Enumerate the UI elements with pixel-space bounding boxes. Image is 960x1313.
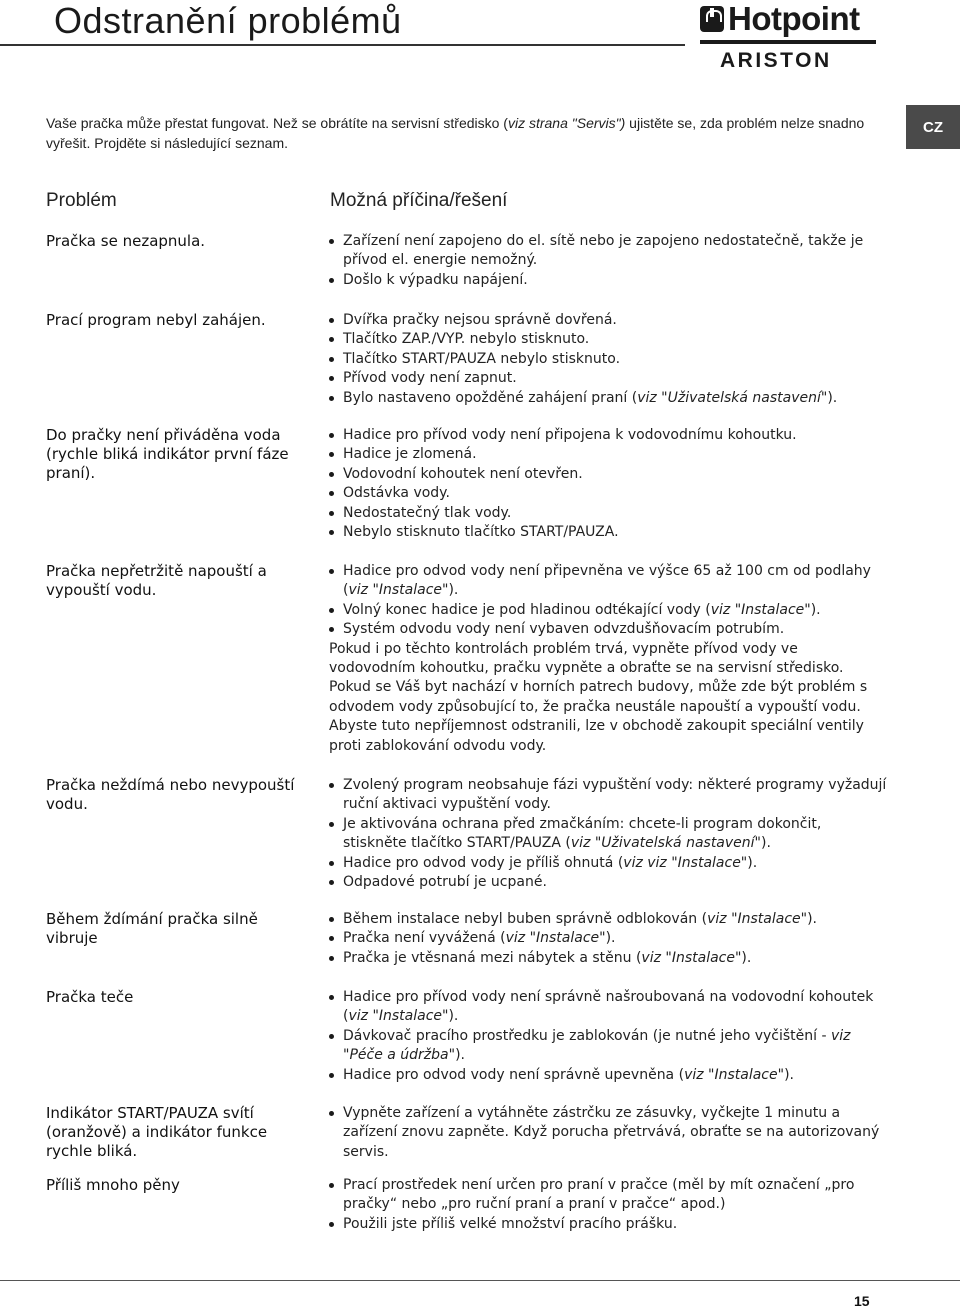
language-tab: CZ xyxy=(906,105,960,149)
solution-item xyxy=(328,620,888,639)
page-number: 15 xyxy=(854,1293,870,1309)
solution-text-end: ). xyxy=(807,911,818,927)
solution-item xyxy=(328,1176,888,1215)
solution-item xyxy=(328,1027,888,1066)
solution-item xyxy=(328,311,888,330)
solution-text: Dvířka pračky nejsou správně dovřená. xyxy=(343,312,617,328)
solution-list xyxy=(328,776,888,892)
solution-item xyxy=(328,330,888,349)
solution-reference: viz "Instalace" xyxy=(710,601,811,618)
problem-text: Pračka teče xyxy=(46,988,134,1006)
solution-text: Zařízení není zapojeno do el. sítě nebo je zapojeno nedostatečně, takže je přívod el. energie nemožný. xyxy=(343,233,864,269)
solution-text-end: ). xyxy=(448,1008,459,1025)
solution-text: Vypněte zařízení a vytáhněte zástrčku ze zásuvky, vyčkejte 1 minutu a zařízení znovu zapněte. Když porucha přetrvává, obraťte se na autorizovaný servis. xyxy=(343,1105,880,1160)
title-rule xyxy=(0,44,685,46)
solution-text: Hadice pro odvod vody není správně upevněna ( xyxy=(343,1066,685,1083)
solution-list xyxy=(328,988,888,1085)
problem-text: Příliš mnoho pěny xyxy=(46,1176,180,1194)
solution-text-end: ). xyxy=(810,601,821,618)
solution-text: Odpadové potrubí je ucpané. xyxy=(343,874,547,891)
solution-reference: viz viz "Instalace" xyxy=(623,854,748,871)
solution-text: Pokud i po těchto kontrolách problém trvá, vypněte přívod vody ve vodovodním kohoutku, pračku vypněte a obraťte se na servisní středisko. Pokud se Váš byt nachází v horních patrech budovy, může zde být problém s odvodem vody způsobující to, že pračka neustále napouští a vypouští vodu. Abyste tuto nepříjemnost odstranili, lze v obchodě zakoupit speciální ventily proti zablokování odvodu vody. xyxy=(329,640,868,754)
solution-text: Dávkovač pracího prostředku je zablokován (je nutné jeho vyčištění - xyxy=(343,1027,831,1044)
solution-text-end: ). xyxy=(747,854,758,871)
solution-text: Došlo k výpadku napájení. xyxy=(343,271,528,288)
solution-text-end: ). xyxy=(761,835,771,852)
intro-pre: Vaše pračka může přestat fungovat. Než se obrátíte na servisní středisko ( xyxy=(46,115,508,131)
solution-text: Odstávka vody. xyxy=(343,485,450,502)
solution-list xyxy=(328,311,888,408)
solution-text: Nebylo stisknuto tlačítko START/PAUZA. xyxy=(343,524,619,541)
solution-item xyxy=(328,562,888,601)
solution-item xyxy=(328,504,888,523)
brand-logo xyxy=(700,0,880,78)
problem-text: Pračka se nezapnula. xyxy=(46,232,206,250)
solution-reference: viz "Instalace" xyxy=(684,1066,785,1083)
solution-reference: viz "Instalace" xyxy=(348,582,449,599)
solution-text: Pračka je vtěsnaná mezi nábytek a stěnu ( xyxy=(343,949,642,966)
solution-item xyxy=(328,929,888,948)
solution-text-end: ). xyxy=(605,930,616,947)
solution-text-end: ). xyxy=(455,1047,465,1064)
solution-text: Použili jste příliš velké množství pracího prášku. xyxy=(343,1215,678,1232)
solution-list xyxy=(328,1176,888,1234)
solution-item xyxy=(328,1066,888,1085)
logo-bar xyxy=(700,40,876,44)
solution-item xyxy=(328,445,888,464)
solution-text: Nedostatečný tlak vody. xyxy=(343,504,512,521)
solution-list xyxy=(328,232,888,290)
solution-text: Volný konec hadice je pod hladinou odtékající vody ( xyxy=(343,601,711,618)
solution-item xyxy=(328,271,888,290)
solution-item xyxy=(328,523,888,542)
solution-list xyxy=(328,910,888,968)
solution-text-end: ). xyxy=(741,949,752,966)
hotpoint-power-icon xyxy=(700,6,724,32)
solution-text: Tlačítko ZAP./VYP. nebylo stisknuto. xyxy=(343,331,590,348)
solution-text: Hadice pro odvod vody není připevněna ve výšce 65 až 100 cm od podlahy ( xyxy=(343,563,871,599)
solution-item xyxy=(328,854,888,873)
solution-item xyxy=(328,484,888,503)
solution-item xyxy=(328,426,888,445)
solution-text: Vodovodní kohoutek není otevřen. xyxy=(343,465,583,482)
footer-rule xyxy=(0,1280,960,1281)
problem-text: Pračka nepřetržitě napouští a vypouští vodu. xyxy=(46,562,267,599)
solution-reference: viz "Instalace" xyxy=(505,930,606,947)
solution-list xyxy=(328,426,888,542)
problem-text: Prací program nebyl zahájen. xyxy=(46,311,266,329)
solution-item xyxy=(328,232,888,271)
problem-text: Pračka neždímá nebo nevypouští vodu. xyxy=(46,776,295,813)
solution-list xyxy=(328,562,888,756)
solution-item xyxy=(328,988,888,1027)
solution-text: Prací prostředek není určen pro praní v pračce (měl by mít označení „pro pračky“ nebo „pro ruční praní a praní v pračce“ apod.) xyxy=(343,1177,855,1213)
problem-text: Do pračky není přiváděna voda (rychle bliká indikátor první fáze praní). xyxy=(46,426,289,482)
page-title: Odstranění problémů xyxy=(54,0,402,41)
solution-text: Hadice pro přívod vody není připojena k vodovodnímu kohoutku. xyxy=(343,427,797,443)
solution-text-end: ). xyxy=(784,1066,794,1083)
solution-text: Je aktivována ochrana před zmačkáním: chcete-li program dokončit, stiskněte tlačítko START/PAUZA ( xyxy=(343,815,822,852)
solution-item xyxy=(328,350,888,369)
solution-text: Během instalace nebyl buben správně odblokován ( xyxy=(343,911,708,927)
solution-item xyxy=(328,465,888,484)
problem-text: Během ždímání pračka silně vibruje xyxy=(46,910,258,947)
intro-text xyxy=(46,113,896,153)
solution-item xyxy=(328,389,888,408)
solution-reference: viz "Péče a údržba" xyxy=(343,1027,851,1064)
solution-item xyxy=(328,369,888,388)
solution-item xyxy=(328,910,888,929)
solution-text: Pračka není vyvážená ( xyxy=(343,930,506,947)
solution-note xyxy=(328,640,888,756)
problem-text: Indikátor START/PAUZA svítí (oranžově) a indikátor funkce rychle bliká. xyxy=(46,1104,268,1160)
brand-name: Hotpoint xyxy=(728,0,860,37)
solution-text: Hadice pro přívod vody není správně našroubovaná na vodovodní kohoutek ( xyxy=(343,989,874,1025)
solution-reference: viz "Instalace" xyxy=(348,1008,449,1025)
solution-item xyxy=(328,601,888,620)
solution-item xyxy=(328,1104,888,1162)
solution-text: Bylo nastaveno opožděné zahájení praní ( xyxy=(343,389,638,406)
solution-column-header: Možná příčina/řešení xyxy=(330,190,508,211)
intro-ref: viz strana "Servis") xyxy=(507,115,626,131)
solution-reference: viz "Instalace" xyxy=(641,949,742,966)
solution-item xyxy=(328,949,888,968)
solution-reference: viz "Uživatelská nastavení" xyxy=(637,389,828,406)
solution-item xyxy=(328,873,888,892)
solution-text: Hadice pro odvod vody je příliš ohnutá ( xyxy=(343,854,624,871)
solution-text: Tlačítko START/PAUZA nebylo stisknuto. xyxy=(343,350,621,367)
solution-reference: viz "Instalace" xyxy=(707,911,808,927)
solution-text-end: ). xyxy=(448,582,459,599)
solution-text: Zvolený program neobsahuje fázi vypuštění vody: některé programy vyžadují ruční aktivaci vypuštění vody. xyxy=(343,777,887,813)
solution-list xyxy=(328,1104,888,1162)
solution-text-end: ). xyxy=(827,389,838,406)
brand-sub: ARISTON xyxy=(720,49,832,72)
solution-item xyxy=(328,776,888,815)
solution-text: Hadice je zlomená. xyxy=(343,446,477,463)
intro-post: ujistěte se, zda problém nelze snadno vyřešit. Projděte si následující seznam. xyxy=(46,115,865,151)
solution-text: Přívod vody není zapnut. xyxy=(343,370,517,387)
solution-item xyxy=(328,815,888,854)
solution-item xyxy=(328,1215,888,1234)
problem-column-header: Problém xyxy=(46,190,117,211)
solution-text: Systém odvodu vody není vybaven odvzdušňovacím potrubím. xyxy=(343,621,785,638)
solution-reference: viz "Uživatelská nastavení" xyxy=(570,835,761,852)
